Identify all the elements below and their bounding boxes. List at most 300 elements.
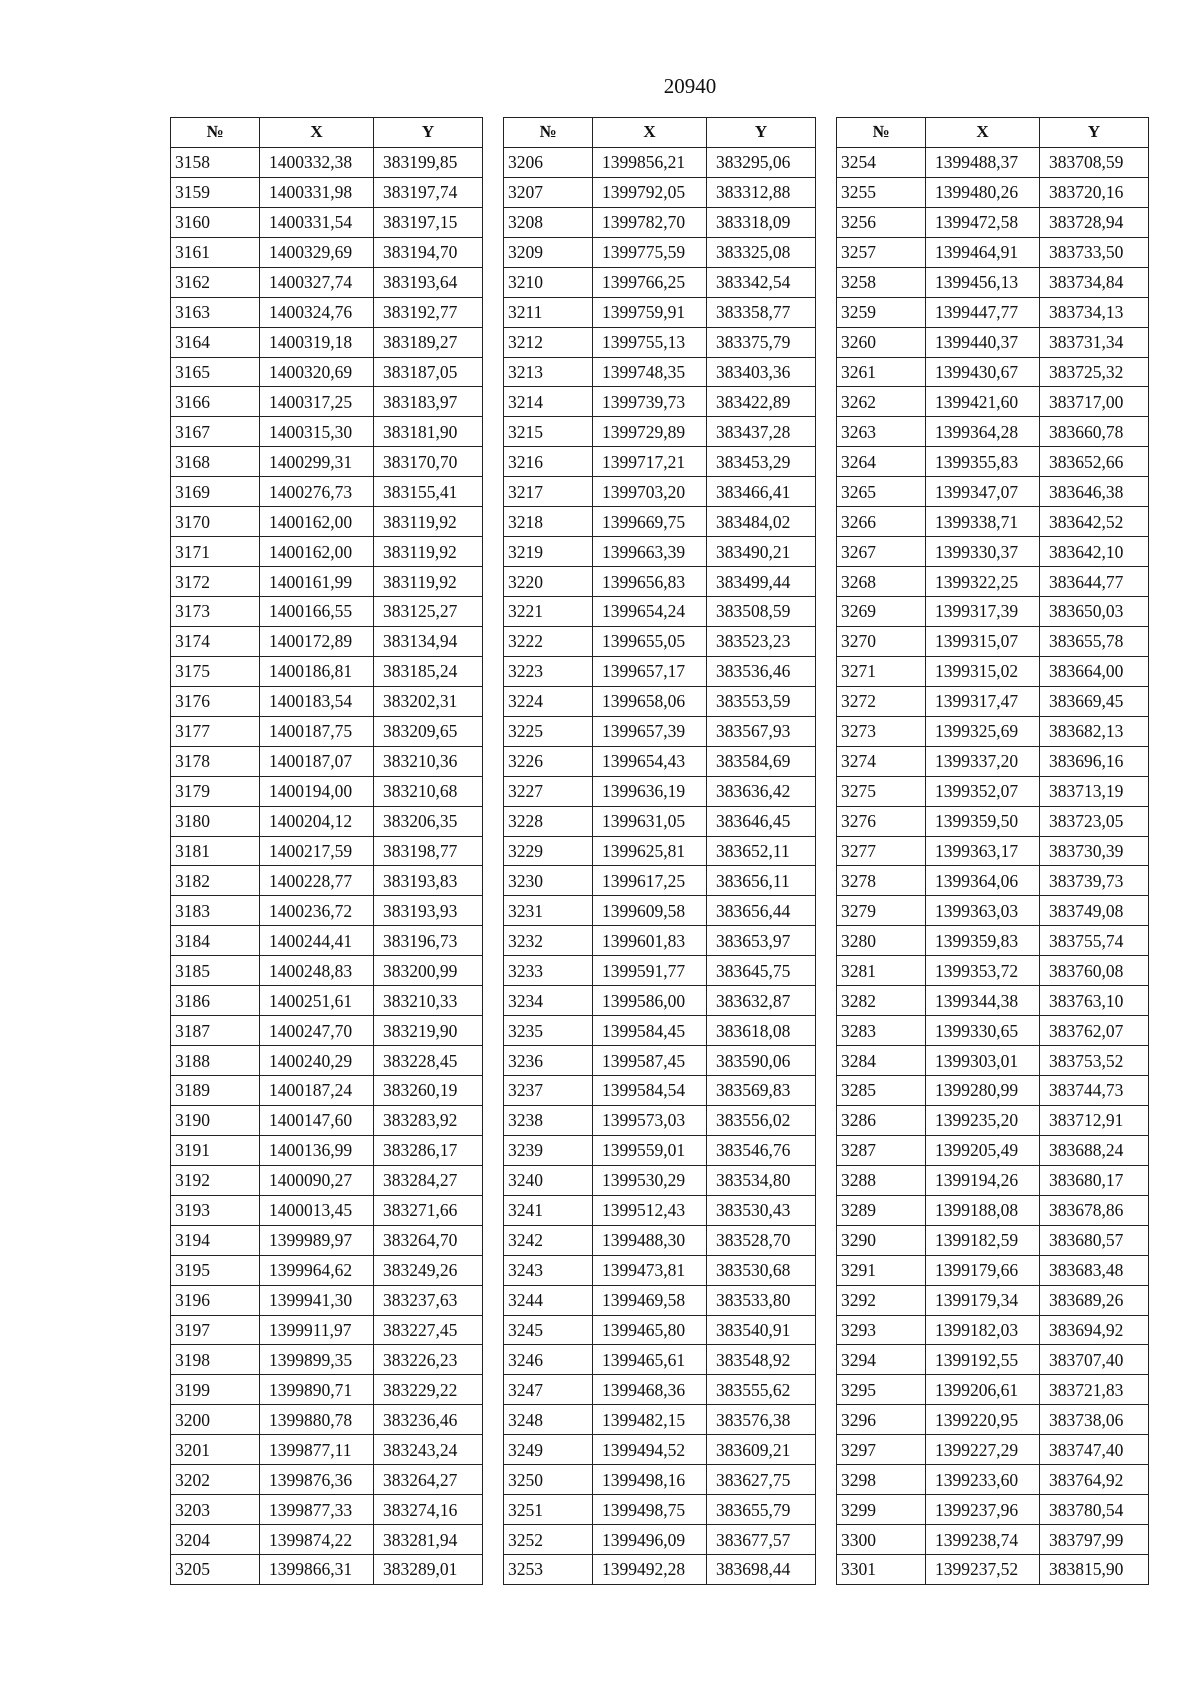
point-number-cell: 3164 <box>171 327 260 357</box>
table-row <box>837 537 1149 567</box>
table-row <box>504 926 816 956</box>
y-coordinate-cell: 383198,77 <box>374 836 483 866</box>
table-row <box>171 1315 483 1345</box>
y-coordinate-cell: 383155,41 <box>374 477 483 507</box>
table-row <box>171 776 483 806</box>
y-coordinate-cell: 383688,24 <box>1040 1135 1149 1165</box>
table-row <box>504 896 816 926</box>
y-coordinate-cell: 383286,17 <box>374 1135 483 1165</box>
point-number-cell: 3273 <box>837 716 926 746</box>
table-row <box>171 567 483 597</box>
table-row <box>504 1016 816 1046</box>
y-coordinate-cell: 383556,02 <box>707 1105 816 1135</box>
table-row <box>171 417 483 447</box>
x-coordinate-cell: 1399748,35 <box>593 357 707 387</box>
y-coordinate-cell: 383181,90 <box>374 417 483 447</box>
x-coordinate-cell: 1400331,98 <box>260 177 374 207</box>
column-header-x: X <box>260 118 374 148</box>
table-row <box>504 1375 816 1405</box>
x-coordinate-cell: 1399874,22 <box>260 1525 374 1555</box>
y-coordinate-cell: 383712,91 <box>1040 1105 1149 1135</box>
y-coordinate-cell: 383209,65 <box>374 716 483 746</box>
table-row <box>171 1135 483 1165</box>
table-row <box>504 776 816 806</box>
point-number-cell: 3287 <box>837 1135 926 1165</box>
x-coordinate-cell: 1400299,31 <box>260 447 374 477</box>
x-coordinate-cell: 1399703,20 <box>593 477 707 507</box>
y-coordinate-cell: 383764,92 <box>1040 1465 1149 1495</box>
y-coordinate-cell: 383698,44 <box>707 1555 816 1585</box>
y-coordinate-cell: 383780,54 <box>1040 1495 1149 1525</box>
x-coordinate-cell: 1400187,24 <box>260 1076 374 1106</box>
point-number-cell: 3234 <box>504 986 593 1016</box>
point-number-cell: 3222 <box>504 626 593 656</box>
x-coordinate-cell: 1399337,20 <box>926 746 1040 776</box>
table-row <box>837 597 1149 627</box>
table-row <box>504 866 816 896</box>
y-coordinate-cell: 383185,24 <box>374 656 483 686</box>
table-row <box>504 656 816 686</box>
point-number-cell: 3171 <box>171 537 260 567</box>
x-coordinate-cell: 1400187,75 <box>260 716 374 746</box>
table-row <box>171 177 483 207</box>
x-coordinate-cell: 1399911,97 <box>260 1315 374 1345</box>
point-number-cell: 3173 <box>171 597 260 627</box>
table-row <box>837 387 1149 417</box>
x-coordinate-cell: 1399494,52 <box>593 1435 707 1465</box>
table-row <box>837 1375 1149 1405</box>
point-number-cell: 3278 <box>837 866 926 896</box>
y-coordinate-cell: 383763,10 <box>1040 986 1149 1016</box>
table-row <box>504 956 816 986</box>
point-number-cell: 3204 <box>171 1525 260 1555</box>
point-number-cell: 3167 <box>171 417 260 447</box>
x-coordinate-cell: 1399654,43 <box>593 746 707 776</box>
point-number-cell: 3270 <box>837 626 926 656</box>
point-number-cell: 3195 <box>171 1255 260 1285</box>
table-row <box>171 1285 483 1315</box>
point-number-cell: 3220 <box>504 567 593 597</box>
table-row <box>171 327 483 357</box>
point-number-cell: 3293 <box>837 1315 926 1345</box>
point-number-cell: 3221 <box>504 597 593 627</box>
x-coordinate-cell: 1399315,02 <box>926 656 1040 686</box>
x-coordinate-cell: 1400251,61 <box>260 986 374 1016</box>
point-number-cell: 3267 <box>837 537 926 567</box>
x-coordinate-cell: 1399179,34 <box>926 1285 1040 1315</box>
y-coordinate-cell: 383576,38 <box>707 1405 816 1435</box>
x-coordinate-cell: 1400166,55 <box>260 597 374 627</box>
x-coordinate-cell: 1400276,73 <box>260 477 374 507</box>
x-coordinate-cell: 1399330,37 <box>926 537 1040 567</box>
x-coordinate-cell: 1399482,15 <box>593 1405 707 1435</box>
point-number-cell: 3297 <box>837 1435 926 1465</box>
x-coordinate-cell: 1399492,28 <box>593 1555 707 1585</box>
point-number-cell: 3295 <box>837 1375 926 1405</box>
x-coordinate-cell: 1399325,69 <box>926 716 1040 746</box>
table-row <box>171 1165 483 1195</box>
header-row <box>837 118 1149 148</box>
point-number-cell: 3183 <box>171 896 260 926</box>
point-number-cell: 3178 <box>171 746 260 776</box>
y-coordinate-cell: 383739,73 <box>1040 866 1149 896</box>
point-number-cell: 3181 <box>171 836 260 866</box>
point-number-cell: 3254 <box>837 147 926 177</box>
point-number-cell: 3249 <box>504 1435 593 1465</box>
table-row <box>504 567 816 597</box>
point-number-cell: 3277 <box>837 836 926 866</box>
x-coordinate-cell: 1399322,25 <box>926 567 1040 597</box>
x-coordinate-cell: 1399469,58 <box>593 1285 707 1315</box>
y-coordinate-cell: 383540,91 <box>707 1315 816 1345</box>
table-row <box>171 986 483 1016</box>
x-coordinate-cell: 1399856,21 <box>593 147 707 177</box>
y-coordinate-cell: 383453,29 <box>707 447 816 477</box>
y-coordinate-cell: 383119,92 <box>374 507 483 537</box>
table-row <box>837 177 1149 207</box>
y-coordinate-cell: 383358,77 <box>707 297 816 327</box>
point-number-cell: 3233 <box>504 956 593 986</box>
point-number-cell: 3207 <box>504 177 593 207</box>
y-coordinate-cell: 383193,83 <box>374 866 483 896</box>
table-row <box>837 507 1149 537</box>
point-number-cell: 3188 <box>171 1046 260 1076</box>
table-row <box>171 866 483 896</box>
point-number-cell: 3232 <box>504 926 593 956</box>
y-coordinate-cell: 383760,08 <box>1040 956 1149 986</box>
table-row <box>171 237 483 267</box>
table-row <box>837 1016 1149 1046</box>
table-row <box>171 806 483 836</box>
point-number-cell: 3224 <box>504 686 593 716</box>
table-row <box>504 1555 816 1585</box>
table-row <box>504 1225 816 1255</box>
table-row <box>171 1435 483 1465</box>
point-number-cell: 3279 <box>837 896 926 926</box>
x-coordinate-cell: 1399512,43 <box>593 1195 707 1225</box>
x-coordinate-cell: 1400228,77 <box>260 866 374 896</box>
table-row <box>171 1345 483 1375</box>
x-coordinate-cell: 1399876,36 <box>260 1465 374 1495</box>
x-coordinate-cell: 1399941,30 <box>260 1285 374 1315</box>
y-coordinate-cell: 383134,94 <box>374 626 483 656</box>
x-coordinate-cell: 1399775,59 <box>593 237 707 267</box>
y-coordinate-cell: 383546,76 <box>707 1135 816 1165</box>
y-coordinate-cell: 383197,74 <box>374 177 483 207</box>
x-coordinate-cell: 1399899,35 <box>260 1345 374 1375</box>
table-row <box>504 836 816 866</box>
point-number-cell: 3180 <box>171 806 260 836</box>
y-coordinate-cell: 383683,48 <box>1040 1255 1149 1285</box>
point-number-cell: 3282 <box>837 986 926 1016</box>
table-row <box>171 537 483 567</box>
point-number-cell: 3265 <box>837 477 926 507</box>
y-coordinate-cell: 383731,34 <box>1040 327 1149 357</box>
table-row <box>504 237 816 267</box>
point-number-cell: 3162 <box>171 267 260 297</box>
table-row <box>171 1076 483 1106</box>
x-coordinate-cell: 1399759,91 <box>593 297 707 327</box>
y-coordinate-cell: 383660,78 <box>1040 417 1149 447</box>
point-number-cell: 3294 <box>837 1345 926 1375</box>
x-coordinate-cell: 1400136,99 <box>260 1135 374 1165</box>
table-row <box>837 1076 1149 1106</box>
table-row <box>837 1405 1149 1435</box>
x-coordinate-cell: 1399657,39 <box>593 716 707 746</box>
y-coordinate-cell: 383226,23 <box>374 1345 483 1375</box>
table-row <box>504 507 816 537</box>
table-row <box>837 1225 1149 1255</box>
table-row <box>504 447 816 477</box>
y-coordinate-cell: 383199,85 <box>374 147 483 177</box>
table-row <box>837 806 1149 836</box>
x-coordinate-cell: 1399601,83 <box>593 926 707 956</box>
table-row <box>837 1285 1149 1315</box>
y-coordinate-cell: 383237,63 <box>374 1285 483 1315</box>
x-coordinate-cell: 1399782,70 <box>593 207 707 237</box>
x-coordinate-cell: 1400319,18 <box>260 327 374 357</box>
y-coordinate-cell: 383645,75 <box>707 956 816 986</box>
point-number-cell: 3209 <box>504 237 593 267</box>
y-coordinate-cell: 383720,16 <box>1040 177 1149 207</box>
x-coordinate-cell: 1399498,16 <box>593 1465 707 1495</box>
y-coordinate-cell: 383694,92 <box>1040 1315 1149 1345</box>
table-row <box>837 926 1149 956</box>
x-coordinate-cell: 1399430,67 <box>926 357 1040 387</box>
table-row <box>504 207 816 237</box>
y-coordinate-cell: 383187,05 <box>374 357 483 387</box>
y-coordinate-cell: 383689,26 <box>1040 1285 1149 1315</box>
table-row <box>171 1046 483 1076</box>
point-number-cell: 3184 <box>171 926 260 956</box>
x-coordinate-cell: 1400187,07 <box>260 746 374 776</box>
x-coordinate-cell: 1399573,03 <box>593 1105 707 1135</box>
point-number-cell: 3255 <box>837 177 926 207</box>
y-coordinate-cell: 383264,27 <box>374 1465 483 1495</box>
x-coordinate-cell: 1399353,72 <box>926 956 1040 986</box>
y-coordinate-cell: 383249,26 <box>374 1255 483 1285</box>
table-row <box>171 746 483 776</box>
x-coordinate-cell: 1399584,45 <box>593 1016 707 1046</box>
table-row <box>171 1375 483 1405</box>
table-row <box>837 357 1149 387</box>
table-row <box>504 1435 816 1465</box>
y-coordinate-cell: 383567,93 <box>707 716 816 746</box>
table-row <box>171 1225 483 1255</box>
y-coordinate-cell: 383534,80 <box>707 1165 816 1195</box>
x-coordinate-cell: 1399447,77 <box>926 297 1040 327</box>
y-coordinate-cell: 383200,99 <box>374 956 483 986</box>
point-number-cell: 3286 <box>837 1105 926 1135</box>
x-coordinate-cell: 1399359,50 <box>926 806 1040 836</box>
point-number-cell: 3301 <box>837 1555 926 1585</box>
table-row <box>171 1465 483 1495</box>
column-header-y: Y <box>374 118 483 148</box>
y-coordinate-cell: 383193,64 <box>374 267 483 297</box>
y-coordinate-cell: 383555,62 <box>707 1375 816 1405</box>
table-row <box>837 836 1149 866</box>
table-row <box>837 417 1149 447</box>
point-number-cell: 3285 <box>837 1076 926 1106</box>
x-coordinate-cell: 1399440,37 <box>926 327 1040 357</box>
point-number-cell: 3237 <box>504 1076 593 1106</box>
point-number-cell: 3168 <box>171 447 260 477</box>
y-coordinate-cell: 383652,11 <box>707 836 816 866</box>
y-coordinate-cell: 383119,92 <box>374 567 483 597</box>
point-number-cell: 3226 <box>504 746 593 776</box>
y-coordinate-cell: 383548,92 <box>707 1345 816 1375</box>
table-row <box>504 357 816 387</box>
x-coordinate-cell: 1399669,75 <box>593 507 707 537</box>
y-coordinate-cell: 383680,17 <box>1040 1165 1149 1195</box>
table-row <box>504 626 816 656</box>
table-row <box>171 477 483 507</box>
point-number-cell: 3216 <box>504 447 593 477</box>
x-coordinate-cell: 1399468,36 <box>593 1375 707 1405</box>
y-coordinate-cell: 383680,57 <box>1040 1225 1149 1255</box>
table-row <box>504 327 816 357</box>
point-number-cell: 3228 <box>504 806 593 836</box>
x-coordinate-cell: 1400244,41 <box>260 926 374 956</box>
y-coordinate-cell: 383646,45 <box>707 806 816 836</box>
point-number-cell: 3165 <box>171 357 260 387</box>
y-coordinate-cell: 383189,27 <box>374 327 483 357</box>
table-row <box>171 387 483 417</box>
point-number-cell: 3214 <box>504 387 593 417</box>
table-row <box>504 177 816 207</box>
point-number-cell: 3191 <box>171 1135 260 1165</box>
y-coordinate-cell: 383696,16 <box>1040 746 1149 776</box>
table-row <box>837 716 1149 746</box>
y-coordinate-cell: 383325,08 <box>707 237 816 267</box>
x-coordinate-cell: 1399877,11 <box>260 1435 374 1465</box>
table-row <box>504 387 816 417</box>
point-number-cell: 3187 <box>171 1016 260 1046</box>
table-row <box>837 1255 1149 1285</box>
point-number-cell: 3268 <box>837 567 926 597</box>
point-number-cell: 3211 <box>504 297 593 327</box>
table-row <box>171 357 483 387</box>
table-row <box>171 836 483 866</box>
table-row <box>171 297 483 327</box>
y-coordinate-cell: 383632,87 <box>707 986 816 1016</box>
x-coordinate-cell: 1399303,01 <box>926 1046 1040 1076</box>
point-number-cell: 3217 <box>504 477 593 507</box>
table-row <box>837 686 1149 716</box>
x-coordinate-cell: 1400327,74 <box>260 267 374 297</box>
y-coordinate-cell: 383210,68 <box>374 776 483 806</box>
table-row <box>837 746 1149 776</box>
y-coordinate-cell: 383260,19 <box>374 1076 483 1106</box>
table-row <box>504 1255 816 1285</box>
y-coordinate-cell: 383749,08 <box>1040 896 1149 926</box>
point-number-cell: 3175 <box>171 656 260 686</box>
point-number-cell: 3253 <box>504 1555 593 1585</box>
table-row <box>837 776 1149 806</box>
point-number-cell: 3212 <box>504 327 593 357</box>
table-row <box>171 926 483 956</box>
y-coordinate-cell: 383650,03 <box>1040 597 1149 627</box>
x-coordinate-cell: 1399192,55 <box>926 1345 1040 1375</box>
point-number-cell: 3174 <box>171 626 260 656</box>
y-coordinate-cell: 383707,40 <box>1040 1345 1149 1375</box>
table-row <box>837 1435 1149 1465</box>
point-number-cell: 3271 <box>837 656 926 686</box>
y-coordinate-cell: 383590,06 <box>707 1046 816 1076</box>
x-coordinate-cell: 1399866,31 <box>260 1555 374 1585</box>
point-number-cell: 3229 <box>504 836 593 866</box>
table-row <box>504 1525 816 1555</box>
x-coordinate-cell: 1399657,17 <box>593 656 707 686</box>
point-number-cell: 3208 <box>504 207 593 237</box>
x-coordinate-cell: 1399488,37 <box>926 147 1040 177</box>
table-row <box>837 237 1149 267</box>
column-header-x: X <box>926 118 1040 148</box>
point-number-cell: 3198 <box>171 1345 260 1375</box>
y-coordinate-cell: 383655,78 <box>1040 626 1149 656</box>
y-coordinate-cell: 383202,31 <box>374 686 483 716</box>
x-coordinate-cell: 1399654,24 <box>593 597 707 627</box>
point-number-cell: 3257 <box>837 237 926 267</box>
table-row <box>171 1525 483 1555</box>
table-row <box>504 716 816 746</box>
point-number-cell: 3189 <box>171 1076 260 1106</box>
y-coordinate-cell: 383236,46 <box>374 1405 483 1435</box>
table-row <box>504 1076 816 1106</box>
y-coordinate-cell: 383228,45 <box>374 1046 483 1076</box>
y-coordinate-cell: 383717,00 <box>1040 387 1149 417</box>
point-number-cell: 3172 <box>171 567 260 597</box>
table-row <box>504 1495 816 1525</box>
x-coordinate-cell: 1399792,05 <box>593 177 707 207</box>
x-coordinate-cell: 1399182,03 <box>926 1315 1040 1345</box>
point-number-cell: 3276 <box>837 806 926 836</box>
point-number-cell: 3240 <box>504 1165 593 1195</box>
x-coordinate-cell: 1400248,83 <box>260 956 374 986</box>
x-coordinate-cell: 1399877,33 <box>260 1495 374 1525</box>
column-header-y: Y <box>707 118 816 148</box>
point-number-cell: 3236 <box>504 1046 593 1076</box>
point-number-cell: 3272 <box>837 686 926 716</box>
point-number-cell: 3300 <box>837 1525 926 1555</box>
point-number-cell: 3177 <box>171 716 260 746</box>
table-row <box>171 1495 483 1525</box>
point-number-cell: 3291 <box>837 1255 926 1285</box>
x-coordinate-cell: 1400183,54 <box>260 686 374 716</box>
x-coordinate-cell: 1399188,08 <box>926 1195 1040 1225</box>
point-number-cell: 3247 <box>504 1375 593 1405</box>
table-row <box>171 1016 483 1046</box>
x-coordinate-cell: 1399344,38 <box>926 986 1040 1016</box>
x-coordinate-cell: 1400161,99 <box>260 567 374 597</box>
y-coordinate-cell: 383656,44 <box>707 896 816 926</box>
point-number-cell: 3219 <box>504 537 593 567</box>
page-number: 20940 <box>663 74 717 98</box>
table-row <box>837 1046 1149 1076</box>
x-coordinate-cell: 1399238,74 <box>926 1525 1040 1555</box>
point-number-cell: 3192 <box>171 1165 260 1195</box>
point-number-cell: 3161 <box>171 237 260 267</box>
x-coordinate-cell: 1399206,61 <box>926 1375 1040 1405</box>
y-coordinate-cell: 383281,94 <box>374 1525 483 1555</box>
table-row <box>837 1315 1149 1345</box>
x-coordinate-cell: 1399498,75 <box>593 1495 707 1525</box>
y-coordinate-cell: 383730,39 <box>1040 836 1149 866</box>
point-number-cell: 3200 <box>171 1405 260 1435</box>
point-number-cell: 3292 <box>837 1285 926 1315</box>
y-coordinate-cell: 383183,97 <box>374 387 483 417</box>
x-coordinate-cell: 1400247,70 <box>260 1016 374 1046</box>
